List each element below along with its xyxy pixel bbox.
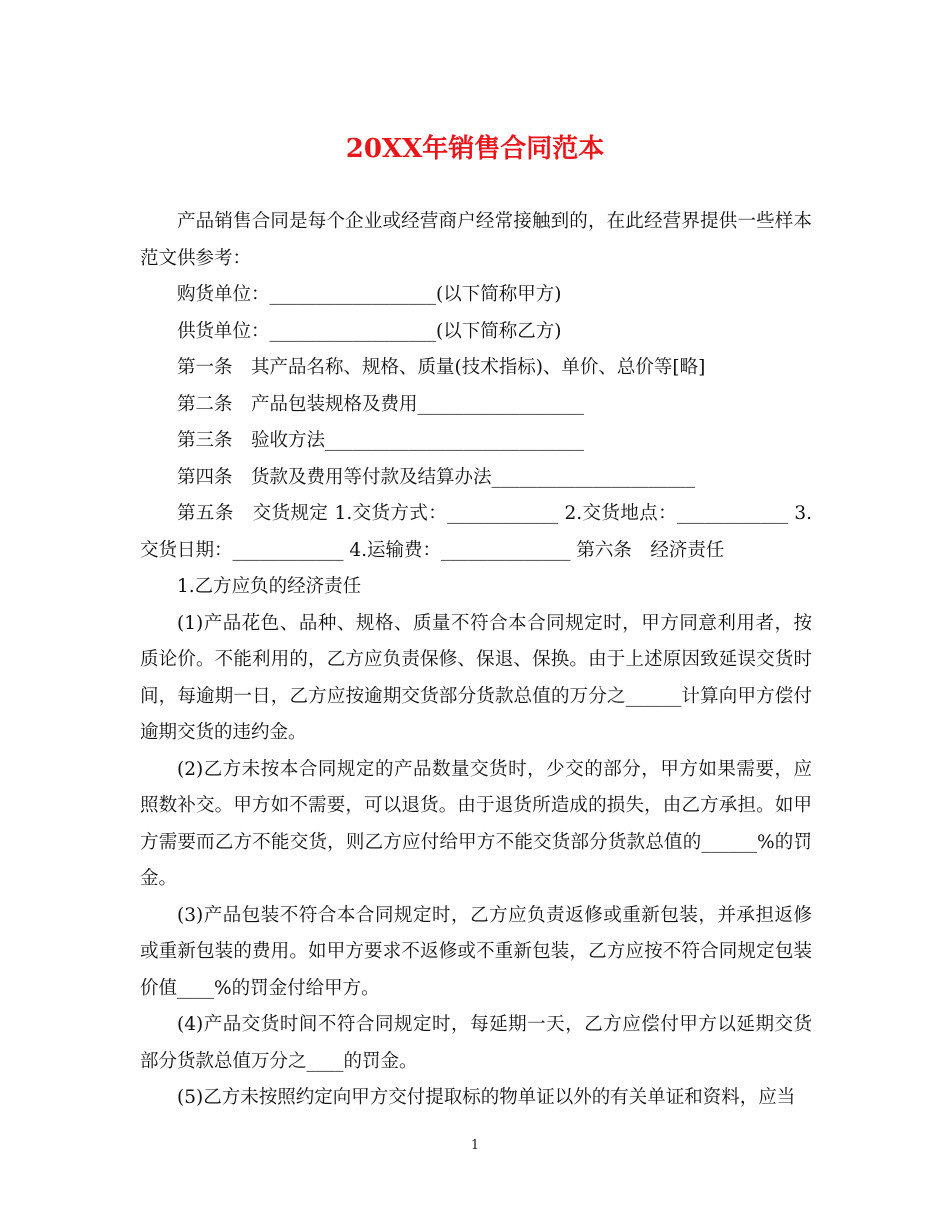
article-4: 第四条 货款及费用等付款及结算办法______________________ — [177, 466, 696, 488]
document-title: 20XX年销售合同范本 — [345, 134, 605, 164]
seller-liability-heading: 1.乙方应负的经济责任 — [177, 576, 362, 597]
clause-1: (1)产品花色、品种、规格、质量不符合本合同规定时，甲方同意利用者，按质论价。不能利用的，乙方应负责保修、保退、保换。由于上述原因致延误交货时间，每逾期一日，乙方应按逾期交货部分货款总值的万分之______计算向甲方偿付逾期交货的违约金。 — [140, 612, 812, 743]
intro-paragraph: 产品销售合同是每个企业或经营商户经常接触到的，在此经营界提供一些样本范文供参考： — [140, 211, 812, 269]
clause-5: (5)乙方未按照约定向甲方交付提取标的物单证以外的有关单证和资料，应当 — [177, 1087, 796, 1108]
article-5-delivery: 第五条 交货规定 1.交货方式：____________ 2.交货地点：____________ 3.交货日期：____________ 4.运输费：______________ 第六条 经济责任 — [140, 503, 812, 561]
document-body — [140, 204, 812, 1117]
supplier-line: 供货单位：__________________(以下简称乙方) — [177, 320, 562, 342]
clause-4: (4)产品交货时间不符合同规定时，每延期一天，乙方应偿付甲方以延期交货部分货款总值万分之____的罚金。 — [140, 1014, 812, 1072]
page-number: 1 — [470, 1138, 480, 1153]
article-1: 第一条 其产品名称、规格、质量(技术指标)、单价、总价等[略] — [177, 357, 706, 378]
clause-3: (3)产品包装不符合本合同规定时，乙方应负责返修或重新包装，并承担返修或重新包装的费用。如甲方要求不返修或不重新包装，乙方应按不符合同规定包装价值____%的罚金付给甲方。 — [140, 904, 812, 999]
article-3: 第三条 验收方法____________________________ — [177, 430, 585, 451]
buyer-line: 购货单位：__________________(以下简称甲方) — [177, 284, 562, 305]
clause-2: (2)乙方未按本合同规定的产品数量交货时，少交的部分，甲方如果需要，应照数补交。甲方如不需要，可以退货。由于退货所造成的损失，由乙方承担。如甲方需要而乙方不能交货，则乙方应付给甲方不能交货部分货款总值的______%的罚金。 — [140, 758, 812, 889]
article-2: 第二条 产品包装规格及费用__________________ — [177, 393, 585, 415]
